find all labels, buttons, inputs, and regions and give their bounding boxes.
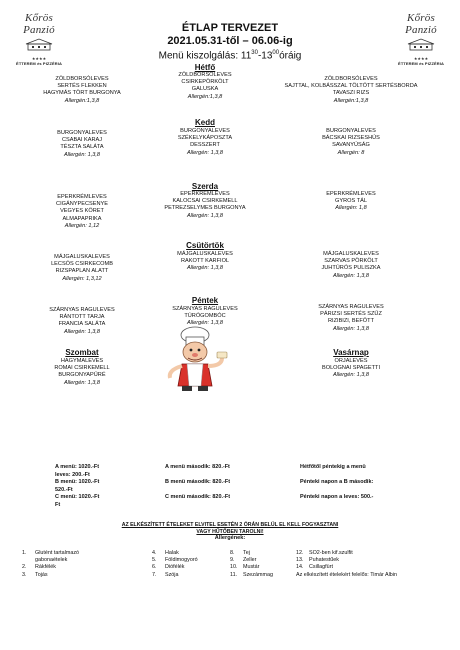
- dish-line: PÁRIZSI SERTÉS SZŰZ: [320, 311, 382, 318]
- dish-line: KALOCSAI CSIRKEMELL: [172, 198, 238, 205]
- allergen-line: Allergén:1,3,8: [333, 97, 369, 104]
- allergen-line: Allergén: 1,3,8: [186, 320, 224, 327]
- menu-cell: [145, 251, 265, 273]
- menu-cell: [262, 191, 440, 213]
- dish-line: BÁCSKAI RIZSESHÚS: [322, 135, 380, 142]
- allergen-line: Allergén: 1,3,8: [186, 265, 224, 272]
- allergen-item: 4. Halak: [152, 550, 179, 556]
- logo-stars: ★★★★: [31, 56, 47, 61]
- dish-line: SZARVAS PÖRKÖLT: [324, 258, 378, 265]
- allergen-line: Allergén:1,3,8: [64, 97, 100, 104]
- menu-cell: [262, 304, 440, 333]
- day-wednesday: Szerda: [191, 182, 219, 191]
- dish-line: BURGONYAPÜRÉ: [58, 372, 106, 379]
- allergen-line: Allergén: 1,8: [335, 205, 367, 212]
- logo-stars: ★★★★: [413, 56, 429, 61]
- allergen-col-1: [22, 550, 142, 579]
- dish-line: LECSÓS CSIRKECOMB: [51, 261, 113, 268]
- menu-cell: [262, 251, 440, 280]
- allergen-item: gabonaételek: [35, 557, 68, 564]
- dish-line: ALMAPAPRIKA: [62, 215, 102, 222]
- menu-cell: [22, 76, 142, 105]
- allergen-line: Allergén: 8: [337, 149, 365, 156]
- chef-illustration: [160, 326, 230, 394]
- dish-line: SZÉKELYKÁPOSZTA: [177, 135, 233, 142]
- dish-line: TÉSZTA SALÁTA: [60, 144, 104, 151]
- allergen-line: Allergén: 1,3,12: [62, 275, 102, 282]
- allergen-item: 3. Tojás: [22, 571, 48, 578]
- menu-cell: [145, 306, 265, 328]
- dish-line: SZÁRNYAS RAGULEVES: [318, 304, 384, 310]
- allergen-item: 13. Puhatestűek: [296, 557, 339, 564]
- allergen-col-2: [152, 550, 232, 579]
- dish-line: TÚRÓGOMBÓC: [184, 313, 226, 320]
- dish-line: GYROS TÁL: [335, 198, 367, 205]
- allergen-item: 1. Glutént tartalmazó: [22, 550, 80, 556]
- menu-cell: [262, 358, 440, 380]
- day-saturday: Szombat: [65, 348, 99, 357]
- logo-subtitle: ÉTTEREM és PIZZÉRIA: [398, 61, 444, 66]
- dish-line: CSIRKEPÖRKÖLT: [181, 79, 229, 86]
- menu-cell: [22, 307, 142, 336]
- dish-line: BURGONYALEVES: [326, 128, 376, 134]
- menu-cell: [22, 130, 142, 159]
- dish-line: ROMAI CSIRKEMELL: [54, 365, 110, 372]
- allergen-item: 5. Földimogyoró: [152, 557, 198, 564]
- dish-line: PETREZSELYMES BURGONYA: [164, 205, 246, 212]
- dish-line: ZÖLDBORSÓLEVES: [324, 76, 378, 82]
- day-friday: Péntek: [191, 296, 219, 305]
- allergen-item: 11. Szezámmag: [230, 571, 273, 578]
- dish-line: BURGONYALEVES: [180, 128, 230, 134]
- allergen-item responsible-person: Az elkészített ételekért felelős: Timár Albin: [296, 571, 397, 578]
- menu-cell: [262, 128, 440, 157]
- dish-line: ZÖLDBORSÓLEVES: [178, 72, 232, 78]
- day-tuesday: Kedd: [195, 118, 215, 127]
- allergen-line: Allergén: 1,12: [64, 222, 100, 229]
- menu-cell: [22, 194, 142, 230]
- allergen-line: Allergén: 1,3,8: [63, 328, 101, 335]
- menu-cell: [262, 76, 440, 105]
- dish-line: ORJALEVES: [334, 358, 368, 364]
- dish-line: RAKOTT KARFIOL: [180, 258, 230, 265]
- page-title: ÉTLAP TERVEZET: [181, 22, 279, 34]
- dish-line: GALUSKA: [191, 86, 219, 93]
- allergen-line: Allergén: 1,3,8: [63, 151, 101, 158]
- allergen-item: 8. Tej: [230, 550, 250, 556]
- dish-line: DESSZERT: [190, 142, 220, 149]
- date-range: 2021.05.31-től – 06.06-ig: [167, 35, 293, 47]
- allergen-line: Allergén: 1,3,8: [63, 379, 101, 386]
- allergen-line: Allergén: 1,3,8: [186, 212, 224, 219]
- dish-line: BOLOGNAI SPAGETTI: [321, 365, 381, 372]
- allergen-title: Allergének:: [214, 535, 246, 541]
- dish-line: CSABAI KARAJ: [61, 137, 103, 144]
- dish-line: EPERKRÉMLEVES: [180, 191, 230, 197]
- dish-line: VEGYES KÖRET: [60, 208, 104, 215]
- dish-line: SZÁRNYAS RAGULEVES: [172, 306, 238, 312]
- dish-line: RIZSPAPLAN ALATT: [55, 268, 109, 275]
- dish-line: SAJTTAL, KOLBÁSSZAL TÖLTÖTT SERTÉSBORDA: [284, 83, 418, 90]
- dish-line: MÁJGALUSKALEVES: [323, 251, 379, 257]
- menu-cell: [22, 358, 142, 387]
- price-block-2: A menü második: 820.-Ft B menü második: 820.-Ft C menü második: 820.-Ft: [165, 464, 231, 501]
- allergen-item: 7. Szója: [152, 571, 179, 578]
- dish-line: RÁNTOTT TARJA: [59, 314, 105, 321]
- allergen-item: 12. SO2-ben kif.szulfit: [296, 550, 353, 556]
- dish-line: SZÁRNYAS RAGULEVES: [49, 307, 115, 313]
- dish-line: ZÖLDBORSÓLEVES: [55, 76, 109, 82]
- menu-cell: [145, 128, 265, 157]
- dish-line: SERTÉS FLEKKEN: [57, 83, 107, 90]
- serving-time: Menü kiszolgálás: $11^{30}-13^{00}óráig$: [158, 50, 302, 62]
- allergen-item: 2. Rákfélék: [22, 564, 56, 571]
- allergen-col-4: [296, 550, 456, 579]
- dish-line: MÁJGALUSKALEVES: [54, 254, 110, 260]
- allergen-line: Allergén: 1,3,8: [186, 149, 224, 156]
- menu-cell: [145, 72, 265, 101]
- takeaway-notice: AZ ELKÉSZÍTETT ÉTELEKET ELVITEL ESETÉN 2 ÓRÁN BELÜL EL KELL FOGYASZTANI VAGY HŰTŐBEN TAROLNI!: [121, 522, 339, 535]
- allergen-line: Allergén:1,3,8: [187, 93, 223, 100]
- logo-script: Kőrös Panzió: [23, 12, 55, 36]
- dish-line: BURGONYALEVES: [57, 130, 107, 136]
- allergen-item: 10. Mustár: [230, 564, 260, 571]
- allergen-item: 6. Diófélék: [152, 564, 185, 571]
- allergen-line: Allergén: 1,3,8: [332, 372, 370, 379]
- dish-line: JUHTÚRÓS PULISZKA: [321, 265, 381, 272]
- dish-line: HAGYMALEVES: [60, 358, 104, 364]
- logo-script: Kőrös Panzió: [405, 12, 437, 36]
- allergen-line: Allergén: 1,3,8: [332, 325, 370, 332]
- dish-line: SAVANYÚSÁG: [332, 142, 370, 149]
- day-sunday: Vasárnap: [333, 348, 369, 357]
- allergen-line: Allergén: 1,3,8: [332, 272, 370, 279]
- logo-subtitle: ÉTTEREM és PIZZÉRIA: [16, 61, 62, 66]
- dish-line: EPERKRÉMLEVES: [326, 191, 376, 197]
- price-block-1: A menü: 1020.-Ft leves: 200.-Ft B menü: 1020.-Ft 520.-Ft C menü: 1020.-Ft Ft: [55, 464, 100, 508]
- day-monday: Hétfő: [194, 63, 216, 72]
- dish-line: FRANCIA SALÁTA: [58, 321, 106, 328]
- allergen-item: 14. Csillagfürt: [296, 564, 333, 571]
- dish-line: TAVASZI RIZS: [332, 90, 370, 97]
- allergen-item: 9. Zeller: [230, 557, 257, 564]
- menu-cell: [22, 254, 142, 283]
- day-thursday: Csütörtök: [186, 241, 224, 250]
- menu-cell: [145, 191, 265, 220]
- dish-line: HAGYMÁS TÖRT BURGONYA: [43, 90, 121, 97]
- price-block-3: Hétfőtől péntekig a menü Pénteki napon a B második: Pénteki napon a leves: 500.-: [300, 464, 374, 501]
- dish-line: CIGÁNYPECSENYE: [56, 201, 108, 208]
- dish-line: RIZIBIZI, BEFŐTT: [328, 318, 374, 325]
- dish-line: MÁJGALUSKALEVES: [177, 251, 233, 257]
- dish-line: EPERKRÉMLEVES: [57, 194, 107, 200]
